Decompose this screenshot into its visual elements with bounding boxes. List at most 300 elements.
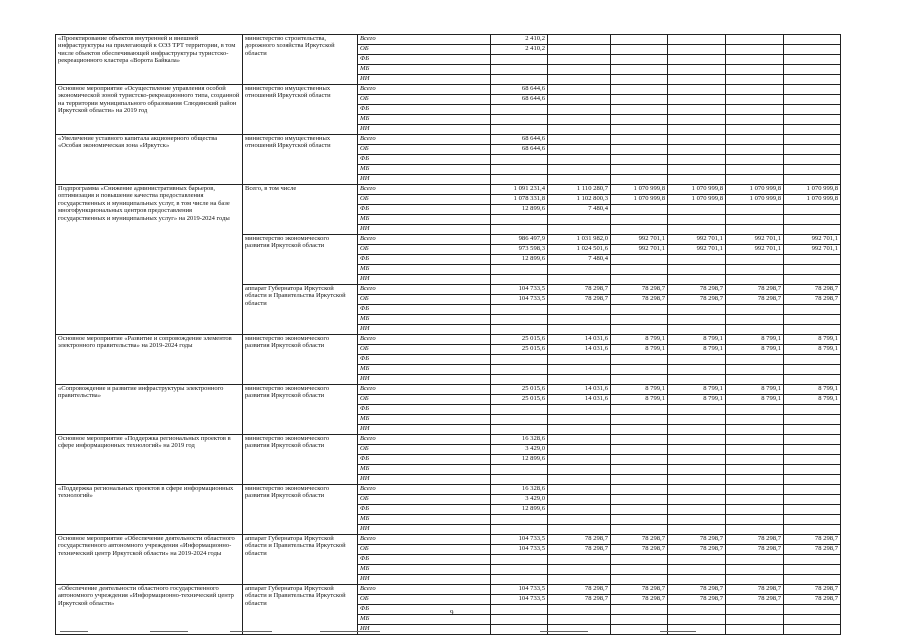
- funding-source-cell: ФБ: [358, 155, 491, 165]
- amount-cell: [784, 505, 841, 515]
- program-name-cell: Основное мероприятие «Обеспечение деятельности областного государственного автономного учреждения «Информационно-технический центр Иркутской области» на 2019-2024 годы: [56, 535, 243, 585]
- amount-cell: [548, 425, 611, 435]
- footer-dash: [660, 631, 696, 632]
- amount-cell: [668, 225, 726, 235]
- table-row: [56, 135, 841, 145]
- amount-cell: [668, 435, 726, 445]
- amount-cell: [491, 465, 548, 475]
- amount-cell: [784, 525, 841, 535]
- amount-cell: 78 298,7: [548, 295, 611, 305]
- amount-cell: 1 070 999,8: [611, 185, 668, 195]
- amount-cell: [784, 205, 841, 215]
- amount-cell: [784, 265, 841, 275]
- amount-cell: [611, 615, 668, 625]
- amount-cell: [611, 65, 668, 75]
- amount-cell: 8 799,1: [784, 345, 841, 355]
- executor-cell: аппарат Губернатора Иркутской области и Правительства Иркутской области: [243, 535, 358, 585]
- table-row: [56, 485, 841, 495]
- amount-cell: [668, 305, 726, 315]
- amount-cell: 78 298,7: [784, 545, 841, 555]
- budget-table-sheet: [55, 34, 840, 635]
- amount-cell: [548, 45, 611, 55]
- amount-cell: [668, 105, 726, 115]
- amount-cell: [668, 575, 726, 585]
- amount-cell: 8 799,1: [611, 395, 668, 405]
- amount-cell: [611, 205, 668, 215]
- funding-source-cell: ИИ: [358, 225, 491, 235]
- amount-cell: [784, 65, 841, 75]
- funding-source-cell: Всего: [358, 85, 491, 95]
- amount-cell: [726, 525, 784, 535]
- amount-cell: [784, 255, 841, 265]
- amount-cell: [611, 625, 668, 635]
- amount-cell: 1 078 331,8: [491, 195, 548, 205]
- funding-source-cell: Всего: [358, 485, 491, 495]
- amount-cell: [548, 225, 611, 235]
- amount-cell: [668, 95, 726, 105]
- amount-cell: [784, 45, 841, 55]
- amount-cell: [784, 55, 841, 65]
- funding-source-cell: ОБ: [358, 145, 491, 155]
- amount-cell: [548, 405, 611, 415]
- amount-cell: [784, 615, 841, 625]
- amount-cell: [611, 565, 668, 575]
- amount-cell: [726, 465, 784, 475]
- amount-cell: [611, 155, 668, 165]
- amount-cell: 104 733,5: [491, 585, 548, 595]
- amount-cell: [548, 325, 611, 335]
- funding-source-cell: ИИ: [358, 375, 491, 385]
- program-name-cell: Основное мероприятие «Осуществление управления особой экономической зоной туристско-рекреационного типа, созданной на территории муниципального образования Слюдянский район Иркутской области» на 2019 год: [56, 85, 243, 135]
- amount-cell: 14 031,6: [548, 395, 611, 405]
- amount-cell: 1 070 999,8: [668, 185, 726, 195]
- funding-source-cell: ИИ: [358, 575, 491, 585]
- amount-cell: [784, 225, 841, 235]
- amount-cell: [668, 75, 726, 85]
- amount-cell: [548, 155, 611, 165]
- amount-cell: 104 733,5: [491, 545, 548, 555]
- amount-cell: [726, 125, 784, 135]
- funding-source-cell: ОБ: [358, 495, 491, 505]
- funding-source-cell: ИИ: [358, 325, 491, 335]
- amount-cell: [548, 495, 611, 505]
- amount-cell: 78 298,7: [726, 545, 784, 555]
- funding-source-cell: ОБ: [358, 295, 491, 305]
- funding-source-cell: МБ: [358, 65, 491, 75]
- footer-dash: [60, 631, 88, 632]
- amount-cell: [668, 115, 726, 125]
- amount-cell: [726, 315, 784, 325]
- funding-source-cell: МБ: [358, 315, 491, 325]
- program-name-cell: Подпрограмма «Снижение административных барьеров, оптимизация и повышение качества предоставления государственных и муниципальных услуг, в том числе на базе многофункциональных центров предоставления государственных и муниципальных услуг» на 2019-2024 годы: [56, 185, 243, 335]
- amount-cell: [491, 565, 548, 575]
- amount-cell: [611, 515, 668, 525]
- amount-cell: [726, 175, 784, 185]
- funding-source-cell: ФБ: [358, 405, 491, 415]
- funding-source-cell: ФБ: [358, 305, 491, 315]
- funding-source-cell: ФБ: [358, 605, 491, 615]
- funding-source-cell: МБ: [358, 515, 491, 525]
- program-name-cell: «Проектирование объектов внутренней и внешней инфраструктуры на прилегающей к ОЭЗ ТРТ территории, в том числе объектов обеспечивающей инфраструктуры туристско-рекреационного кластера «Ворота Байкала»: [56, 35, 243, 85]
- table-row: [56, 185, 841, 195]
- amount-cell: [784, 305, 841, 315]
- amount-cell: [784, 445, 841, 455]
- funding-source-cell: Всего: [358, 335, 491, 345]
- funding-source-cell: ИИ: [358, 475, 491, 485]
- program-name-cell: «Поддержка региональных проектов в сфере информационных технологий»: [56, 485, 243, 535]
- amount-cell: [784, 85, 841, 95]
- amount-cell: 8 799,1: [668, 345, 726, 355]
- funding-source-cell: ОБ: [358, 245, 491, 255]
- amount-cell: [548, 85, 611, 95]
- amount-cell: [611, 555, 668, 565]
- amount-cell: 3 429,0: [491, 495, 548, 505]
- amount-cell: [668, 405, 726, 415]
- amount-cell: [611, 255, 668, 265]
- executor-cell: министерство экономического развития Иркутской области: [243, 335, 358, 385]
- funding-source-cell: ИИ: [358, 175, 491, 185]
- amount-cell: [784, 355, 841, 365]
- amount-cell: [548, 455, 611, 465]
- amount-cell: 25 015,6: [491, 345, 548, 355]
- amount-cell: [611, 355, 668, 365]
- amount-cell: [611, 375, 668, 385]
- funding-source-cell: МБ: [358, 265, 491, 275]
- amount-cell: 3 429,0: [491, 445, 548, 455]
- amount-cell: 78 298,7: [784, 285, 841, 295]
- amount-cell: 8 799,1: [668, 335, 726, 345]
- amount-cell: 8 799,1: [784, 385, 841, 395]
- amount-cell: [668, 605, 726, 615]
- amount-cell: [548, 555, 611, 565]
- amount-cell: [611, 165, 668, 175]
- amount-cell: [668, 165, 726, 175]
- amount-cell: [548, 575, 611, 585]
- amount-cell: [611, 95, 668, 105]
- amount-cell: 78 298,7: [668, 595, 726, 605]
- executor-cell: министерство экономического развития Иркутской области: [243, 485, 358, 535]
- amount-cell: 992 701,1: [611, 235, 668, 245]
- amount-cell: [726, 205, 784, 215]
- amount-cell: 104 733,5: [491, 595, 548, 605]
- table-row: [56, 585, 841, 595]
- amount-cell: [611, 85, 668, 95]
- amount-cell: [668, 155, 726, 165]
- amount-cell: [726, 115, 784, 125]
- amount-cell: [548, 365, 611, 375]
- amount-cell: [611, 305, 668, 315]
- amount-cell: [784, 35, 841, 45]
- amount-cell: 68 644,6: [491, 135, 548, 145]
- funding-source-cell: ИИ: [358, 425, 491, 435]
- amount-cell: 12 899,6: [491, 505, 548, 515]
- amount-cell: 78 298,7: [611, 545, 668, 555]
- amount-cell: 2 410,2: [491, 45, 548, 55]
- amount-cell: [611, 265, 668, 275]
- amount-cell: 12 899,6: [491, 255, 548, 265]
- amount-cell: 78 298,7: [668, 545, 726, 555]
- amount-cell: [668, 555, 726, 565]
- amount-cell: 78 298,7: [784, 535, 841, 545]
- amount-cell: [548, 65, 611, 75]
- amount-cell: [611, 275, 668, 285]
- funding-source-cell: ОБ: [358, 345, 491, 355]
- amount-cell: [726, 355, 784, 365]
- amount-cell: 104 733,5: [491, 535, 548, 545]
- amount-cell: [491, 555, 548, 565]
- amount-cell: 8 799,1: [726, 345, 784, 355]
- amount-cell: [784, 425, 841, 435]
- amount-cell: 2 410,2: [491, 35, 548, 45]
- table-row: [56, 435, 841, 445]
- amount-cell: [668, 275, 726, 285]
- amount-cell: [611, 55, 668, 65]
- amount-cell: [548, 95, 611, 105]
- amount-cell: [611, 45, 668, 55]
- amount-cell: 16 328,6: [491, 435, 548, 445]
- amount-cell: [668, 415, 726, 425]
- funding-source-cell: ФБ: [358, 55, 491, 65]
- amount-cell: [611, 525, 668, 535]
- amount-cell: 8 799,1: [726, 385, 784, 395]
- amount-cell: [611, 35, 668, 45]
- funding-source-cell: МБ: [358, 365, 491, 375]
- amount-cell: [548, 215, 611, 225]
- amount-cell: [668, 315, 726, 325]
- amount-cell: [668, 465, 726, 475]
- table-row: [56, 35, 841, 45]
- amount-cell: [668, 505, 726, 515]
- funding-source-cell: МБ: [358, 465, 491, 475]
- amount-cell: 8 799,1: [611, 385, 668, 395]
- table-body: [56, 35, 841, 635]
- amount-cell: [611, 465, 668, 475]
- amount-cell: [548, 485, 611, 495]
- amount-cell: [726, 615, 784, 625]
- amount-cell: [611, 505, 668, 515]
- amount-cell: [784, 105, 841, 115]
- funding-source-cell: ОБ: [358, 445, 491, 455]
- executor-cell: Всего, в том числе: [243, 185, 358, 235]
- amount-cell: [611, 435, 668, 445]
- amount-cell: [726, 575, 784, 585]
- amount-cell: [611, 415, 668, 425]
- amount-cell: [726, 165, 784, 175]
- amount-cell: [611, 495, 668, 505]
- amount-cell: [668, 55, 726, 65]
- amount-cell: [548, 35, 611, 45]
- amount-cell: 78 298,7: [668, 295, 726, 305]
- amount-cell: [668, 455, 726, 465]
- amount-cell: 78 298,7: [611, 295, 668, 305]
- table-row: [56, 335, 841, 345]
- amount-cell: [611, 475, 668, 485]
- amount-cell: [611, 445, 668, 455]
- amount-cell: 78 298,7: [726, 285, 784, 295]
- amount-cell: [726, 555, 784, 565]
- amount-cell: [726, 605, 784, 615]
- amount-cell: 8 799,1: [611, 335, 668, 345]
- amount-cell: 8 799,1: [784, 395, 841, 405]
- amount-cell: 8 799,1: [611, 345, 668, 355]
- funding-source-cell: Всего: [358, 535, 491, 545]
- amount-cell: [668, 145, 726, 155]
- amount-cell: [491, 575, 548, 585]
- amount-cell: [784, 95, 841, 105]
- amount-cell: [611, 425, 668, 435]
- amount-cell: [726, 225, 784, 235]
- page-number: 9: [450, 609, 454, 617]
- funding-source-cell: ОБ: [358, 395, 491, 405]
- amount-cell: 7 480,4: [548, 205, 611, 215]
- amount-cell: [784, 135, 841, 145]
- amount-cell: [726, 155, 784, 165]
- amount-cell: [726, 75, 784, 85]
- amount-cell: 14 031,6: [548, 335, 611, 345]
- amount-cell: [726, 375, 784, 385]
- amount-cell: [784, 145, 841, 155]
- amount-cell: [784, 575, 841, 585]
- amount-cell: 78 298,7: [726, 535, 784, 545]
- amount-cell: [784, 405, 841, 415]
- amount-cell: [726, 515, 784, 525]
- amount-cell: 78 298,7: [548, 595, 611, 605]
- amount-cell: [548, 355, 611, 365]
- funding-source-cell: ФБ: [358, 105, 491, 115]
- amount-cell: [668, 65, 726, 75]
- amount-cell: [784, 315, 841, 325]
- amount-cell: [548, 625, 611, 635]
- amount-cell: [668, 525, 726, 535]
- amount-cell: [726, 435, 784, 445]
- amount-cell: [784, 365, 841, 375]
- amount-cell: 1 070 999,8: [784, 185, 841, 195]
- amount-cell: [491, 305, 548, 315]
- executor-cell: министерство строительства, дорожного хозяйства Иркутской области: [243, 35, 358, 85]
- amount-cell: [726, 215, 784, 225]
- funding-source-cell: МБ: [358, 165, 491, 175]
- amount-cell: [784, 495, 841, 505]
- amount-cell: [668, 205, 726, 215]
- amount-cell: [611, 605, 668, 615]
- amount-cell: [668, 125, 726, 135]
- amount-cell: [491, 525, 548, 535]
- amount-cell: 12 899,6: [491, 455, 548, 465]
- funding-source-cell: ИИ: [358, 275, 491, 285]
- amount-cell: [668, 35, 726, 45]
- funding-source-cell: Всего: [358, 185, 491, 195]
- amount-cell: 78 298,7: [784, 295, 841, 305]
- amount-cell: [784, 215, 841, 225]
- amount-cell: [548, 415, 611, 425]
- amount-cell: [491, 625, 548, 635]
- amount-cell: 992 701,1: [668, 235, 726, 245]
- amount-cell: [726, 505, 784, 515]
- footer-dash: [540, 631, 588, 632]
- amount-cell: [726, 325, 784, 335]
- amount-cell: [784, 165, 841, 175]
- funding-source-cell: ИИ: [358, 525, 491, 535]
- amount-cell: [491, 165, 548, 175]
- amount-cell: [491, 215, 548, 225]
- funding-source-cell: Всего: [358, 285, 491, 295]
- amount-cell: [491, 325, 548, 335]
- amount-cell: 78 298,7: [548, 535, 611, 545]
- amount-cell: [491, 275, 548, 285]
- funding-source-cell: ФБ: [358, 255, 491, 265]
- amount-cell: [784, 485, 841, 495]
- amount-cell: [491, 75, 548, 85]
- funding-source-cell: МБ: [358, 415, 491, 425]
- amount-cell: [491, 115, 548, 125]
- amount-cell: [726, 95, 784, 105]
- amount-cell: 68 644,6: [491, 85, 548, 95]
- executor-cell: министерство экономического развития Иркутской области: [243, 235, 358, 285]
- amount-cell: [611, 175, 668, 185]
- amount-cell: [611, 115, 668, 125]
- amount-cell: 14 031,6: [548, 345, 611, 355]
- amount-cell: [611, 485, 668, 495]
- amount-cell: 8 799,1: [726, 335, 784, 345]
- amount-cell: [548, 125, 611, 135]
- amount-cell: [491, 155, 548, 165]
- amount-cell: 25 015,6: [491, 335, 548, 345]
- funding-source-cell: ОБ: [358, 45, 491, 55]
- amount-cell: [784, 465, 841, 475]
- amount-cell: 78 298,7: [668, 585, 726, 595]
- footer-dash: [150, 631, 188, 632]
- amount-cell: [548, 475, 611, 485]
- amount-cell: [668, 365, 726, 375]
- program-name-cell: «Обеспечение деятельности областного государственного автономного учреждения «Информационно-технический центр Иркутской области»: [56, 585, 243, 635]
- amount-cell: [548, 265, 611, 275]
- funding-source-cell: Всего: [358, 585, 491, 595]
- amount-cell: [726, 35, 784, 45]
- amount-cell: [668, 565, 726, 575]
- amount-cell: 78 298,7: [668, 285, 726, 295]
- amount-cell: [726, 55, 784, 65]
- executor-cell: аппарат Губернатора Иркутской области и Правительства Иркутской области: [243, 585, 358, 635]
- amount-cell: [611, 325, 668, 335]
- amount-cell: [668, 495, 726, 505]
- amount-cell: 78 298,7: [548, 545, 611, 555]
- amount-cell: [784, 125, 841, 135]
- amount-cell: [668, 325, 726, 335]
- amount-cell: 986 497,9: [491, 235, 548, 245]
- amount-cell: 78 298,7: [548, 585, 611, 595]
- amount-cell: [548, 135, 611, 145]
- program-name-cell: «Сопровождение и развитие инфраструктуры электронного правительства»: [56, 385, 243, 435]
- amount-cell: [726, 405, 784, 415]
- amount-cell: [548, 55, 611, 65]
- amount-cell: [784, 435, 841, 445]
- amount-cell: [491, 375, 548, 385]
- amount-cell: 78 298,7: [784, 585, 841, 595]
- amount-cell: [668, 445, 726, 455]
- program-name-cell: Основное мероприятие «Поддержка региональных проектов в сфере информационных технологий» на 2019 год: [56, 435, 243, 485]
- amount-cell: 68 644,6: [491, 95, 548, 105]
- amount-cell: [548, 115, 611, 125]
- amount-cell: [668, 255, 726, 265]
- footer-dash: [230, 631, 272, 632]
- amount-cell: 973 598,3: [491, 245, 548, 255]
- amount-cell: [491, 425, 548, 435]
- amount-cell: [548, 75, 611, 85]
- amount-cell: 992 701,1: [611, 245, 668, 255]
- funding-source-cell: ФБ: [358, 355, 491, 365]
- amount-cell: [726, 135, 784, 145]
- amount-cell: [784, 455, 841, 465]
